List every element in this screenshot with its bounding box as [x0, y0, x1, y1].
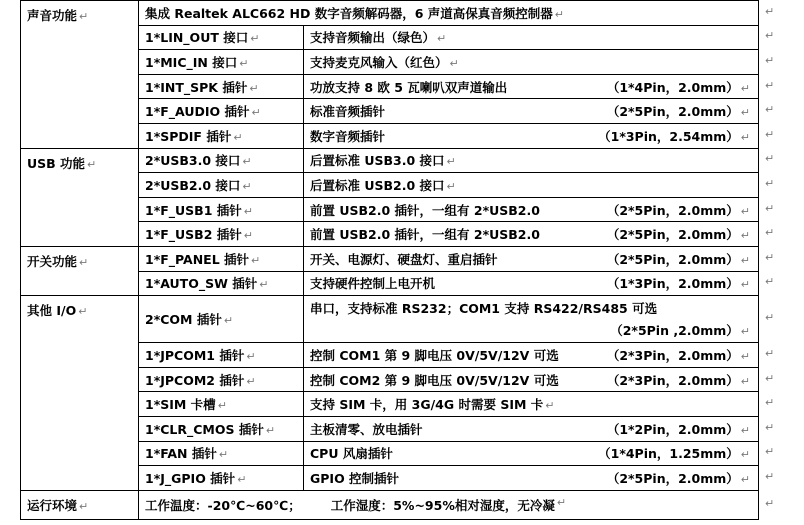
pin-spec-wrap — [607, 225, 752, 243]
table-row — [21, 296, 759, 343]
port-label: 1*F_USB2 插针 — [145, 227, 242, 243]
paragraph-mark: ↵ — [740, 204, 751, 218]
paragraph-mark: ↵ — [242, 155, 252, 169]
description-cell — [304, 392, 759, 417]
description-left — [310, 201, 540, 219]
description-cell — [304, 74, 759, 99]
pin-spec: （2*3Pin，2.0mm） — [606, 372, 739, 388]
description-line — [310, 395, 752, 413]
paragraph-mark: ↵ — [446, 179, 456, 193]
description-block — [310, 299, 752, 339]
paragraph-mark: ↵ — [437, 32, 447, 46]
paragraph-mark: ↵ — [740, 472, 751, 486]
paragraph-mark: ↵ — [79, 255, 89, 269]
environment-cell — [139, 490, 759, 520]
row-end-mark: ↵ — [765, 201, 775, 215]
row-end-mark: ↵ — [765, 445, 775, 459]
row-end-mark: ↵ — [765, 371, 775, 385]
spacer — [301, 496, 331, 514]
description-left — [310, 469, 399, 487]
paragraph-mark: ↵ — [259, 278, 269, 292]
pin-spec: （1*4Pin，2.0mm） — [606, 79, 739, 95]
pin-spec: （2*5Pin ,2.0mm） — [610, 323, 739, 339]
port-cell — [139, 296, 304, 343]
description-left — [310, 274, 435, 292]
port-cell — [139, 343, 304, 368]
description-left — [310, 371, 559, 389]
description-text: 支持音频输出（绿色） — [310, 30, 436, 46]
port-label: 1*FAN 插针 — [145, 446, 217, 462]
description-text: 支持 SIM 卡，用 3G/4G 时需要 SIM 卡 — [310, 397, 544, 413]
table-row — [21, 1, 759, 26]
port-cell — [139, 441, 304, 466]
category-cell — [21, 246, 139, 295]
row-end-mark: ↵ — [765, 53, 775, 67]
description-line — [310, 151, 752, 169]
description-cell — [304, 148, 759, 173]
description-cell — [304, 296, 759, 343]
pin-spec-wrap — [598, 127, 752, 145]
paragraph-mark: ↵ — [251, 106, 261, 120]
description-left — [310, 127, 385, 145]
port-label: 1*AUTO_SW 插针 — [145, 276, 258, 292]
row-end-mark: ↵ — [765, 152, 775, 166]
table-row — [21, 148, 759, 173]
description-text: CPU 风扇插针 — [310, 446, 393, 462]
row-end-mark: ↵ — [765, 127, 775, 141]
pin-spec: （2*5Pin，2.0mm） — [606, 104, 739, 120]
description-text: 功放支持 8 欧 5 瓦喇叭双声道输出 — [310, 79, 508, 95]
description-text: 串口，支持标准 RS232；COM1 支持 RS422/RS485 可选 — [310, 301, 658, 317]
pin-spec-wrap — [607, 250, 752, 268]
work-humidity: 工作湿度：5%~95%相对湿度，无冷凝 — [330, 497, 555, 513]
row-end-mark: ↵ — [765, 311, 775, 325]
category-cell — [21, 148, 139, 246]
row-end-mark: ↵ — [765, 346, 775, 360]
paragraph-mark: ↵ — [217, 399, 227, 413]
pin-spec: （1*2Pin，2.0mm） — [606, 421, 739, 437]
port-label: 2*USB3.0 接口 — [145, 153, 241, 169]
description-line — [310, 299, 752, 317]
description-line — [310, 469, 752, 487]
description-text: 开关、电源灯、硬盘灯、重启插针 — [310, 251, 498, 267]
paragraph-mark: ↵ — [246, 349, 256, 363]
pin-spec: （1*3Pin，2.54mm） — [598, 128, 739, 144]
row-end-mark: ↵ — [765, 176, 775, 190]
work-temperature: 工作温度：-20℃~60℃； — [145, 497, 301, 513]
description-line — [310, 53, 752, 71]
port-cell — [139, 50, 304, 75]
pin-spec: （2*3Pin，2.0mm） — [606, 347, 739, 363]
category-cell — [21, 296, 139, 491]
description-line — [310, 371, 752, 389]
paragraph-mark: ↵ — [243, 204, 253, 218]
paragraph-mark: ↵ — [79, 10, 89, 23]
port-label: 2*USB2.0 接口 — [145, 177, 241, 193]
paragraph-mark: ↵ — [87, 157, 97, 171]
paragraph-mark: ↵ — [740, 448, 751, 462]
category-label: 声音功能 — [27, 8, 78, 23]
spec-table — [20, 0, 759, 520]
description-left — [310, 53, 459, 71]
description-text: 数字音频插针 — [310, 128, 386, 144]
description-line — [310, 78, 752, 96]
description-left — [310, 346, 559, 364]
description-line — [310, 346, 752, 364]
pin-spec-wrap — [607, 371, 752, 389]
pin-spec: （2*5Pin，2.0mm） — [606, 470, 739, 486]
port-label: 1*F_AUDIO 插针 — [145, 104, 250, 120]
description-line — [310, 225, 752, 243]
paragraph-mark: ↵ — [242, 179, 252, 193]
row-end-mark: ↵ — [765, 103, 775, 117]
port-cell — [139, 25, 304, 50]
description-cell — [304, 99, 759, 124]
description-cell — [304, 222, 759, 247]
description-left — [310, 250, 498, 268]
description-left — [310, 176, 456, 194]
description-text: 控制 COM1 第 9 脚电压 0V/5V/12V 可选 — [310, 347, 559, 363]
row-end-mark: ↵ — [765, 4, 775, 18]
pin-spec-wrap — [607, 469, 752, 487]
paragraph-mark: ↵ — [446, 155, 456, 169]
description-line — [310, 420, 752, 438]
description-cell — [304, 25, 759, 50]
row-end-mark: ↵ — [765, 496, 775, 510]
port-cell — [139, 367, 304, 392]
port-cell — [139, 246, 304, 271]
description-line — [310, 201, 752, 219]
paragraph-mark: ↵ — [740, 349, 751, 363]
paragraph-mark: ↵ — [251, 253, 261, 267]
port-cell — [139, 99, 304, 124]
description-line — [310, 127, 752, 145]
pin-spec-wrap — [607, 102, 752, 120]
port-cell — [139, 148, 304, 173]
port-label: 1*JPCOM1 插针 — [145, 347, 245, 363]
description-left — [310, 420, 423, 438]
paragraph-mark: ↵ — [246, 374, 256, 388]
pin-spec-wrap — [607, 346, 752, 364]
description-text: 后置标准 USB2.0 接口 — [310, 177, 445, 193]
port-cell — [139, 197, 304, 222]
description-line — [310, 176, 752, 194]
port-cell — [139, 74, 304, 99]
port-label: 1*JPCOM2 插针 — [145, 372, 245, 388]
row-end-mark: ↵ — [765, 78, 775, 92]
port-cell — [139, 222, 304, 247]
row-end-mark: ↵ — [765, 226, 775, 240]
description-cell — [304, 367, 759, 392]
paragraph-mark: ↵ — [740, 81, 751, 95]
pin-spec-wrap — [607, 201, 752, 219]
description-cell — [304, 123, 759, 148]
description-left — [310, 151, 456, 169]
port-cell — [139, 123, 304, 148]
paragraph-mark: ↵ — [218, 448, 229, 462]
description-cell — [304, 197, 759, 222]
port-cell — [139, 416, 304, 441]
environment-values — [145, 496, 752, 514]
paragraph-mark: ↵ — [239, 56, 249, 70]
spec-table-body — [21, 1, 759, 520]
paragraph-mark: ↵ — [250, 32, 260, 46]
description-text: 支持麦克风输入（红色） — [310, 54, 448, 70]
description-cell — [304, 416, 759, 441]
description-left — [310, 225, 540, 243]
category-label: 其他 I/O — [27, 303, 77, 319]
port-label: 2*COM 插针 — [145, 312, 222, 328]
description-text: GPIO 控制插针 — [310, 470, 400, 486]
paragraph-mark: ↵ — [740, 278, 751, 292]
category-label: 运行环境 — [27, 497, 78, 513]
port-label: 1*LIN_OUT 接口 — [145, 30, 249, 46]
description-text: 支持硬件控制上电开机 — [310, 276, 436, 292]
description-cell — [304, 50, 759, 75]
description-cell — [304, 466, 759, 491]
row-end-mark: ↵ — [765, 275, 775, 289]
row-end-mark: ↵ — [765, 29, 775, 43]
description-text: 前置 USB2.0 插针，一组有 2*USB2.0 — [310, 227, 540, 243]
port-label: 1*J_GPIO 插针 — [145, 470, 236, 486]
description-left — [310, 28, 446, 46]
paragraph-mark: ↵ — [78, 305, 88, 319]
paragraph-mark: ↵ — [554, 7, 565, 21]
category-label: 开关功能 — [27, 253, 78, 269]
description-left — [310, 102, 385, 120]
pin-spec-wrap — [598, 444, 752, 462]
pin-spec: （2*5Pin，2.0mm） — [606, 227, 739, 243]
description-line — [310, 102, 752, 120]
paragraph-mark: ↵ — [223, 314, 234, 328]
paragraph-mark: ↵ — [740, 374, 751, 388]
description-line — [310, 444, 752, 462]
port-label: 1*SPDIF 插针 — [145, 128, 232, 144]
category-cell — [21, 490, 139, 520]
paragraph-mark: ↵ — [545, 399, 555, 413]
pin-spec-wrap — [607, 78, 752, 96]
description-cell — [304, 441, 759, 466]
description-cell — [304, 271, 759, 296]
pin-spec: （2*5Pin，2.0mm） — [606, 251, 739, 267]
merged-description-cell — [139, 1, 759, 26]
paragraph-mark: ↵ — [449, 56, 459, 70]
pin-spec: （1*3Pin，2.0mm） — [606, 276, 739, 292]
pin-spec-wrap — [607, 420, 752, 438]
port-label: 1*F_PANEL 插针 — [145, 251, 250, 267]
pin-spec: （2*5Pin，2.0mm） — [606, 202, 739, 218]
paragraph-mark: ↵ — [740, 106, 751, 120]
description-cell — [304, 173, 759, 198]
paragraph-mark: ↵ — [249, 81, 259, 95]
row-end-mark: ↵ — [765, 420, 775, 434]
category-label: USB 功能 — [27, 155, 86, 171]
port-label: 1*MIC_IN 接口 — [145, 54, 238, 70]
port-cell — [139, 392, 304, 417]
port-label: 1*F_USB1 插针 — [145, 202, 242, 218]
paragraph-mark: ↵ — [556, 495, 567, 509]
row-end-mark: ↵ — [765, 250, 775, 264]
paragraph-mark: ↵ — [740, 130, 751, 144]
row-end-mark: ↵ — [765, 469, 775, 483]
spec-line — [310, 321, 752, 339]
paragraph-mark: ↵ — [79, 499, 89, 513]
description-text: 前置 USB2.0 插针，一组有 2*USB2.0 — [310, 202, 540, 218]
description-text: 主板清零、放电插针 — [310, 421, 423, 437]
description-cell — [304, 343, 759, 368]
description-text: 标准音频插针 — [310, 104, 386, 120]
port-cell — [139, 271, 304, 296]
port-label: 1*CLR_CMOS 插针 — [145, 421, 264, 437]
description-left — [310, 444, 393, 462]
description-text: 集成 Realtek ALC662 HD 数字音频解码器，6 声道高保真音频控制器 — [145, 5, 553, 21]
port-cell — [139, 173, 304, 198]
port-label: 1*INT_SPK 插针 — [145, 79, 248, 95]
description-left — [310, 395, 555, 413]
paragraph-mark: ↵ — [233, 130, 243, 144]
table-row — [21, 490, 759, 520]
description-text: 控制 COM2 第 9 脚电压 0V/5V/12V 可选 — [310, 372, 559, 388]
description-line — [310, 274, 752, 292]
description-line — [310, 250, 752, 268]
paragraph-mark: ↵ — [740, 253, 751, 267]
paragraph-mark: ↵ — [740, 325, 751, 339]
description-cell — [304, 246, 759, 271]
port-label: 1*SIM 卡槽 — [145, 397, 216, 413]
paragraph-mark: ↵ — [243, 229, 253, 243]
paragraph-mark: ↵ — [740, 229, 751, 243]
paragraph-mark: ↵ — [740, 423, 751, 437]
port-cell — [139, 466, 304, 491]
description-left — [310, 78, 507, 96]
pin-spec-wrap — [607, 274, 752, 292]
row-end-mark: ↵ — [765, 396, 775, 410]
paragraph-mark: ↵ — [237, 472, 247, 486]
pin-spec: （1*4Pin，1.25mm） — [598, 446, 739, 462]
description-line — [310, 28, 752, 46]
description-text: 后置标准 USB3.0 接口 — [310, 153, 445, 169]
category-cell — [21, 1, 139, 149]
paragraph-mark: ↵ — [265, 423, 276, 437]
table-row — [21, 246, 759, 271]
